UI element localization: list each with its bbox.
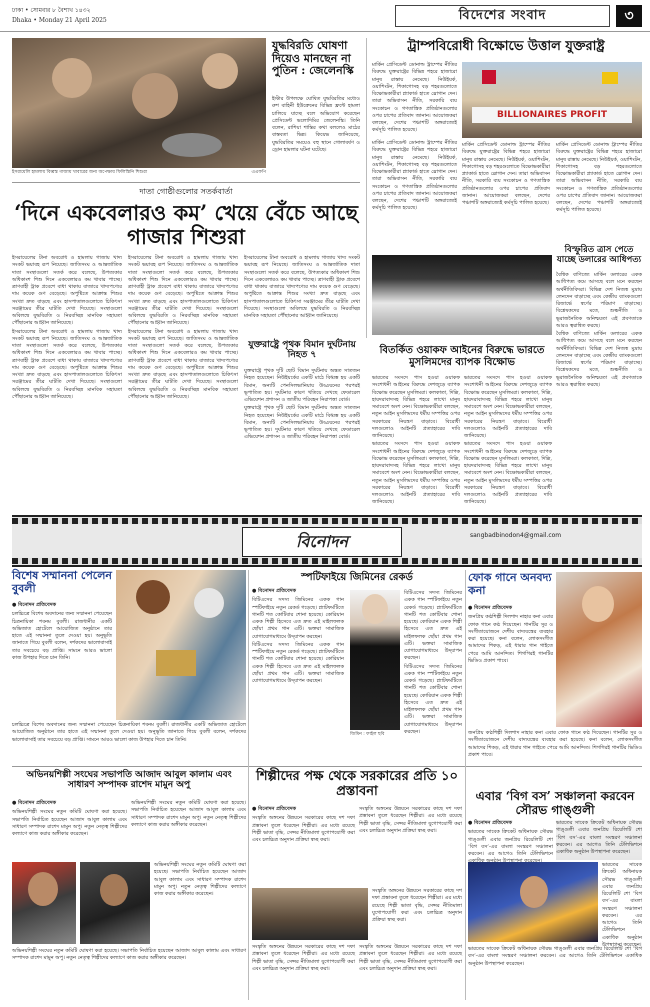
bubly-body: ● বিনোদন প্রতিবেদক চলচ্চিত্রে বিশেষ অবদানের জন্য সম্মাননা পেয়েছেন চিত্রনায়িকা শবনম বুবলী। রাজধানীর একটি অভিজাত হোটেলে আয়োজিত অনুষ্ঠানে তার হাতে এই সম্মাননা তুলে দেওয়া হয়। অনুভূতি জানাতে গিয়ে বুবলী বলেন, দর্শকদের ভালোবাসাই তার সবচেয়ে বড় প্রাপ্তি। সামনে আরও ভালো কাজ উপহার দিতে চান তিনি।: [12, 602, 112, 661]
actors-guild-body-col2: অভিনয়শিল্পী সংঘের নতুন কমিটি ঘোষণা করা হয়েছে। সভাপতি নির্বাচিত হয়েছেন আজাদ আবুল কালাম এবং সাধারণ সম্পাদক রাশেদ মামুন অপু। নতুন নেতৃত্ব শিল্পীদের কল্যাণে কাজ করার অঙ্গীকার করেছেন।: [131, 800, 246, 828]
entertainment-banner: [12, 515, 642, 567]
entertainment-title: বিনোদন: [242, 527, 402, 557]
jimin-body-col1: ● বিনোদন প্রতিবেদক বিটিএসের সদস্য জিমিনের একক গান স্পটিফাইয়ে নতুন রেকর্ড গড়েছে। প্ল্যাটফর্মটিতে গানটি শত কোটিবার শোনা হয়েছে। কোরিয়ান একক শিল্পী হিসেবে এত দ্রুত এই মাইলফলক ছোঁয়া প্রথম গান এটি। ভক্তরা সামাজিক যোগাযোগমাধ্যমে উদ্‌যাপন করছেন। বিটিএসের সদস্য জিমিনের একক গান স্পটিফাইয়ে নতুন রেকর্ড গড়েছে। প্ল্যাটফর্মটিতে গানটি শত কোটিবার শোনা হয়েছে। কোরিয়ান একক শিল্পী হিসেবে এত দ্রুত এই মাইলফলক ছোঁয়া প্রথম গান এটি। ভক্তরা সামাজিক যোগাযোগমাধ্যমে উদ্‌যাপন করছেন।: [252, 588, 344, 684]
bubly-award-photo: [116, 570, 246, 720]
waqf-rally-photo: [372, 255, 552, 335]
azad-abul-kalam-photo: [12, 862, 76, 944]
ganguly-body-col2: ভারতের সাবেক ক্রিকেট অধিনায়ক সৌরভ গাঙ্গুলী এবার জনপ্রিয় রিয়েলিটি শো ‘বিগ বস’-এর বাংলা সংস্করণ সঞ্চালনা করবেন। এর আগেও তিনি টেলিভিশনে একাধিক অনুষ্ঠান উপস্থাপনা করেছেন।: [556, 820, 642, 855]
section-title: বিদেশের সংবাদ: [458, 7, 547, 23]
dateline: [12, 6, 107, 25]
bubly-body-cont: চলচ্চিত্রে বিশেষ অবদানের জন্য সম্মাননা পেয়েছেন চিত্রনায়িকা শবনম বুবলী। রাজধানীর একটি অভিজাত হোটেলে আয়োজিত অনুষ্ঠানে তার হাতে এই সম্মাননা তুলে দেওয়া হয়। অনুভূতি জানাতে গিয়ে বুবলী বলেন, দর্শকদের ভালোবাসাই তার সবচেয়ে বড় প্রাপ্তি। সামনে আরও ভালো কাজ উপহার দিতে চান তিনি।: [12, 722, 246, 743]
plane-crash-body: যুক্তরাষ্ট্রে পৃথক দুটি ছোট বিমান দুর্ঘটনায় অন্তত সাতজন নিহত হয়েছেন। নিউইয়র্কের একটি মাঠে বিধ্বস্ত হয় একটি বিমান, অন্যটি পেনসিলভানিয়ায় উড্ডয়নের পরপরই ভূপাতিত হয়। দুর্ঘটনার কারণ খতিয়ে দেখছে ফেডারেল এভিয়েশন প্রশাসন ও জাতীয় পরিবহন নিরাপত্তা বোর্ড। যুক্তরাষ্ট্রে পৃথক দুটি ছোট বিমান দুর্ঘটনায় অন্তত সাতজন নিহত হয়েছেন। নিউইয়র্কের একটি মাঠে বিধ্বস্ত হয় একটি বিমান, অন্যটি পেনসিলভানিয়ায় উড্ডয়নের পরপরই ভূপাতিত হয়। দুর্ঘটনার কারণ খতিয়ে দেখছে ফেডারেল এভিয়েশন প্রশাসন ও জাতীয় পরিবহন নিরাপত্তা বোর্ড।: [244, 368, 360, 441]
sourav-ganguly-photo: [468, 862, 598, 942]
ganguly-body-col3: ভারতের সাবেক ক্রিকেট অধিনায়ক সৌরভ গাঙ্গুলী এবার জনপ্রিয় রিয়েলিটি শো ‘বিগ বস’-এর বাংলা সংস্করণ সঞ্চালনা করবেন। এর আগেও তিনি টেলিভিশনে একাধিক অনুষ্ঠান উপস্থাপনা করেছেন।: [602, 862, 642, 948]
proposals-body-col3: সংস্কৃতি অঙ্গনের উন্নয়নে সরকারের কাছে দশ দফা প্রস্তাবনা তুলে ধরেছেন শিল্পীরা। এর মধ্যে রয়েছে শিল্পী ভাতা বৃদ্ধি, সেন্সর নীতিমালা যুগোপযোগী করা এবং চলচ্চিত্র অনুদান প্রক্রিয়া স্বচ্ছ করা।: [372, 888, 462, 923]
ganguly-body-cont: ভারতের সাবেক ক্রিকেট অধিনায়ক সৌরভ গাঙ্গুলী এবার জনপ্রিয় রিয়েলিটি শো ‘বিগ বস’-এর বাংলা সংস্করণ সঞ্চালনা করবেন। এর আগেও তিনি টেলিভিশনে একাধিক অনুষ্ঠান উপস্থাপনা করেছেন।: [468, 946, 642, 967]
gaza-headline: ‘দিনে একবেলারও কম’ খেয়ে বেঁচে আছে গাজার শিশুরা: [14, 200, 358, 250]
proposals-body-col1: ● বিনোদন প্রতিবেদক সংস্কৃতি অঙ্গনের উন্নয়নে সরকারের কাছে দশ দফা প্রস্তাবনা তুলে ধরেছেন শিল্পীরা। এর মধ্যে রয়েছে শিল্পী ভাতা বৃদ্ধি, সেন্সর নীতিমালা যুগোপযোগী করা এবং চলচ্চিত্র অনুদান প্রক্রিয়া স্বচ্ছ করা।: [252, 806, 355, 843]
trump-protest-body-col2: মার্কিন প্রেসিডেন্ট ডোনাল্ড ট্রাম্পের নীতির বিরুদ্ধে যুক্তরাষ্ট্রের বিভিন্ন শহরে হাজারো মানুষ রাস্তায় নেমেছে। নিউইয়র্ক, ওয়াশিংটন, শিকাগোসহ বড় শহরগুলোতে বিক্ষোভকারীরা প্ল্যাকার্ড হাতে স্লোগান দেন। তারা অভিবাসন নীতি, সরকারি ব্যয় সংকোচন ও গণতান্ত্রিক প্রতিষ্ঠানগুলোর ওপর চাপের প্রতিবাদ জানান। আয়োজকরা বলছেন, দেশের পঞ্চাশটি অঙ্গরাজ্যেই কর্মসূচি পালিত হয়েছে।: [372, 140, 457, 212]
zelensky-headline: যুদ্ধবিরতি ঘোষণা দিয়েও মানছেন না পুতিন : জেলেনস্কি: [272, 39, 354, 78]
zelensky-body: ইস্টার উপলক্ষে ঘোষিত যুদ্ধবিরতির মধ্যেও রুশ বাহিনী ইউক্রেনের বিভিন্ন ফ্রন্টে হামলা চালিয়ে যাচ্ছে বলে অভিযোগ করেছেন প্রেসিডেন্ট ভলোদিমির জেলেনস্কি। তিনি বলেন, রাশিয়া শান্তির কথা বললেও মাঠের বাস্তবতা ভিন্ন। কিয়েভ জানিয়েছে, যুদ্ধবিরতির সময়েও বহু স্থানে গোলাবর্ষণ ও ড্রোন হামলার ঘটনা ঘটেছে।: [272, 96, 360, 153]
dollar-headline: বিস্ফুরিত ত্রাস পেতে যাচ্ছে ডলারের আধিপত্য: [556, 245, 642, 265]
kona-body: ● বিনোদন প্রতিবেদক জনপ্রিয় কণ্ঠশিল্পী দিলশাদ নাহার কনা এবার ফোক গানে কণ্ঠ দিয়েছেন। গানটির সুর ও সংগীতায়োজনে দেশীয় বাদ্যযন্ত্রের ব্যবহার করা হয়েছে। কনা বলেন, লোকসংগীত আমাদের শিকড়, এই ধারার গান গাইতে পেরে আমি আনন্দিত। শিগগিরই গানটির ভিডিও প্রকাশ পাবে।: [468, 605, 553, 664]
jimin-body-col2: বিটিএসের সদস্য জিমিনের একক গান স্পটিফাইয়ে নতুন রেকর্ড গড়েছে। প্ল্যাটফর্মটিতে গানটি শত কোটিবার শোনা হয়েছে। কোরিয়ান একক শিল্পী হিসেবে এত দ্রুত এই মাইলফলক ছোঁয়া প্রথম গান এটি। ভক্তরা সামাজিক যোগাযোগমাধ্যমে উদ্‌যাপন করছেন। বিটিএসের সদস্য জিমিনের একক গান স্পটিফাইয়ে নতুন রেকর্ড গড়েছে। প্ল্যাটফর্মটিতে গানটি শত কোটিবার শোনা হয়েছে। কোরিয়ান একক শিল্পী হিসেবে এত দ্রুত এই মাইলফলক ছোঁয়া প্রথম গান এটি। ভক্তরা সামাজিক যোগাযোগমাধ্যমে উদ্‌যাপন করছেন।: [404, 590, 462, 735]
ganguly-headline: এবার ‘বিগ বস’ সঞ্চালনা করবেন সৌরভ গাঙ্গুলী: [475, 789, 635, 817]
dateline-bangla: ঢাকা • সোমবার ৮ বৈশাখ ১৪৩২: [12, 7, 91, 14]
section-title-box: [395, 5, 610, 27]
waqf-body-col1: ভারতের সংসদে পাস হওয়া ওয়াকফ সংশোধনী আইনের বিরুদ্ধে দেশজুড়ে ব্যাপক বিক্ষোভ করেছেন মুসলিমরা। কলকাতা, দিল্লি, হায়দরাবাদসহ বিভিন্ন শহরে লাখো মানুষ সমাবেশে অংশ নেন। বিক্ষোভকারীরা বলছেন, নতুন আইন মুসলিমদের ধর্মীয় সম্পত্তির ওপর সরকারের নিয়ন্ত্রণ বাড়াবে। বিরোধী দলগুলোও আইনটি প্রত্যাহারের দাবি জানিয়েছে। ভারতের সংসদে পাস হওয়া ওয়াকফ সংশোধনী আইনের বিরুদ্ধে দেশজুড়ে ব্যাপক বিক্ষোভ করেছেন মুসলিমরা। কলকাতা, দিল্লি, হায়দরাবাদসহ বিভিন্ন শহরে লাখো মানুষ সমাবেশে অংশ নেন। বিক্ষোভকারীরা বলছেন, নতুন আইন মুসলিমদের ধর্মীয় সম্পত্তির ওপর সরকারের নিয়ন্ত্রণ বাড়াবে। বিরোধী দলগুলোও আইনটি প্রত্যাহারের দাবি জানিয়েছে।: [372, 375, 460, 506]
waqf-body-col2: ভারতের সংসদে পাস হওয়া ওয়াকফ সংশোধনী আইনের বিরুদ্ধে দেশজুড়ে ব্যাপক বিক্ষোভ করেছেন মুসলিমরা। কলকাতা, দিল্লি, হায়দরাবাদসহ বিভিন্ন শহরে লাখো মানুষ সমাবেশে অংশ নেন। বিক্ষোভকারীরা বলছেন, নতুন আইন মুসলিমদের ধর্মীয় সম্পত্তির ওপর সরকারের নিয়ন্ত্রণ বাড়াবে। বিরোধী দলগুলোও আইনটি প্রত্যাহারের দাবি জানিয়েছে। ভারতের সংসদে পাস হওয়া ওয়াকফ সংশোধনী আইনের বিরুদ্ধে দেশজুড়ে ব্যাপক বিক্ষোভ করেছেন মুসলিমরা। কলকাতা, দিল্লি, হায়দরাবাদসহ বিভিন্ন শহরে লাখো মানুষ সমাবেশে অংশ নেন। বিক্ষোভকারীরা বলছেন, নতুন আইন মুসলিমদের ধর্মীয় সম্পত্তির ওপর সরকারের নিয়ন্ত্রণ বাড়াবে। বিরোধী দলগুলোও আইনটি প্রত্যাহারের দাবি জানিয়েছে।: [464, 375, 552, 506]
gaza-kicker: দাতা গোষ্ঠীগুলোর সতর্কবার্তা: [139, 187, 233, 196]
actors-guild-body-col1: ● বিনোদন প্রতিবেদক অভিনয়শিল্পী সংঘের নতুন কমিটি ঘোষণা করা হয়েছে। সভাপতি নির্বাচিত হয়েছেন আজাদ আবুল কালাম এবং সাধারণ সম্পাদক রাশেদ মামুন অপু। নতুন নেতৃত্ব শিল্পীদের কল্যাণে কাজ করার অঙ্গীকার করেছেন।: [12, 800, 127, 837]
proposals-body-col2: সংস্কৃতি অঙ্গনের উন্নয়নে সরকারের কাছে দশ দফা প্রস্তাবনা তুলে ধরেছেন শিল্পীরা। এর মধ্যে রয়েছে শিল্পী ভাতা বৃদ্ধি, সেন্সর নীতিমালা যুগোপযোগী করা এবং চলচ্চিত্র অনুদান প্রক্রিয়া স্বচ্ছ করা।: [359, 806, 462, 834]
ganguly-body-col1: ● বিনোদন প্রতিবেদক ভারতের সাবেক ক্রিকেট অধিনায়ক সৌরভ গাঙ্গুলী এবার জনপ্রিয় রিয়েলিটি শো ‘বিগ বস’-এর বাংলা সংস্করণ সঞ্চালনা করবেন। এর আগেও তিনি টেলিভিশনে: [468, 820, 553, 857]
proposals-body-col5: সংস্কৃতি অঙ্গনের উন্নয়নে সরকারের কাছে দশ দফা প্রস্তাবনা তুলে ধরেছেন শিল্পীরা। এর মধ্যে রয়েছে শিল্পী ভাতা বৃদ্ধি, সেন্সর নীতিমালা যুগোপযোগী করা এবং চলচ্চিত্র অনুদান প্রক্রিয়া স্বচ্ছ করা।: [359, 944, 462, 972]
dollar-body: বৈশ্বিক বাণিজ্যে মার্কিন ডলারের একক আধিপত্য কমে আসছে বলে মনে করছেন অর্থনীতিবিদরা। বিভিন্ন দেশ নিজস্ব মুদ্রায় লেনদেন বাড়াচ্ছে এবং কেন্দ্রীয় ব্যাংকগুলো রিজার্ভে স্বর্ণের পরিমাণ বাড়াচ্ছে। বিশ্লেষকদের মতে, শুল্কনীতি ও ভূরাজনৈতিক অনিশ্চয়তা এই প্রবণতাকে আরও ত্বরান্বিত করছে। বৈশ্বিক বাণিজ্যে মার্কিন ডলারের একক আধিপত্য কমে আসছে বলে মনে করছেন অর্থনীতিবিদরা। বিভিন্ন দেশ নিজস্ব মুদ্রায় লেনদেন বাড়াচ্ছে এবং কেন্দ্রীয় ব্যাংকগুলো রিজার্ভে স্বর্ণের পরিমাণ বাড়াচ্ছে। বিশ্লেষকদের মতে, শুল্কনীতি ও ভূরাজনৈতিক অনিশ্চয়তা এই প্রবণতাকে আরও ত্বরান্বিত করছে।: [556, 272, 642, 388]
trump-protest-photo: BILLIONAIRES PROFIT: [462, 62, 642, 138]
gaza-body-col2: ইসরায়েলের টানা অবরোধ ও হামলায় গাজায় খাদ্য সংকট ভয়াবহ রূপ নিয়েছে। জাতিসংঘ ও আন্তর্জাতিক দাতা সংস্থাগুলো সতর্ক করে বলেছে, উপত্যকার অধিকাংশ শিশু দিনে একবেলারও কম খাবার পাচ্ছে। ত্রাণবাহী ট্রাক প্রবেশে বাধা থাকায় বাজারে খাদ্যপণ্যের দাম কয়েক গুণ বেড়েছে। অপুষ্টিতে আক্রান্ত শিশুর সংখ্যা দ্রুত বাড়ছে এবং হাসপাতালগুলোতে চিকিৎসা সরঞ্জামের তীব্র ঘাটতি দেখা দিয়েছে। সংস্থাগুলো অবিলম্বে যুদ্ধবিরতি ও নিরবচ্ছিন্ন মানবিক সহায়তা পৌঁছানোর আহ্বান জানিয়েছে। ইসরায়েলের টানা অবরোধ ও হামলায় গাজায় খাদ্য সংকট ভয়াবহ রূপ নিয়েছে। জাতিসংঘ ও আন্তর্জাতিক দাতা সংস্থাগুলো সতর্ক করে বলেছে, উপত্যকার অধিকাংশ শিশু দিনে একবেলারও কম খাবার পাচ্ছে। ত্রাণবাহী ট্রাক প্রবেশে বাধা থাকায় বাজারে খাদ্যপণ্যের দাম কয়েক গুণ বেড়েছে। অপুষ্টিতে আক্রান্ত শিশুর সংখ্যা দ্রুত বাড়ছে এবং হাসপাতালগুলোতে চিকিৎসা সরঞ্জামের তীব্র ঘাটতি দেখা দিয়েছে। সংস্থাগুলো অবিলম্বে যুদ্ধবিরতি ও নিরবচ্ছিন্ন মানবিক সহায়তা পৌঁছানোর আহ্বান জানিয়েছে।: [128, 255, 238, 400]
kona-headline: ফোক গানে অনবদ্য কনা: [468, 571, 552, 597]
artists-meeting-photo: [252, 888, 368, 940]
proposals-body-col4: সংস্কৃতি অঙ্গনের উন্নয়নে সরকারের কাছে দশ দফা প্রস্তাবনা তুলে ধরেছেন শিল্পীরা। এর মধ্যে রয়েছে শিল্পী ভাতা বৃদ্ধি, সেন্সর নীতিমালা যুগোপযোগী করা এবং চলচ্চিত্র অনুদান প্রক্রিয়া স্বচ্ছ করা।: [252, 944, 355, 972]
rashed-mamun-apu-photo: [80, 862, 150, 944]
jimin-headline: স্পটিফাইয়ে জিমিনের রেকর্ড: [301, 572, 413, 583]
gaza-body-col1: ইসরায়েলের টানা অবরোধ ও হামলায় গাজায় খাদ্য সংকট ভয়াবহ রূপ নিয়েছে। জাতিসংঘ ও আন্তর্জাতিক দাতা সংস্থাগুলো সতর্ক করে বলেছে, উপত্যকার অধিকাংশ শিশু দিনে একবেলারও কম খাবার পাচ্ছে। ত্রাণবাহী ট্রাক প্রবেশে বাধা থাকায় বাজারে খাদ্যপণ্যের দাম কয়েক গুণ বেড়েছে। অপুষ্টিতে আক্রান্ত শিশুর সংখ্যা দ্রুত বাড়ছে এবং হাসপাতালগুলোতে চিকিৎসা সরঞ্জামের তীব্র ঘাটতি দেখা দিয়েছে। সংস্থাগুলো অবিলম্বে যুদ্ধবিরতি ও নিরবচ্ছিন্ন মানবিক সহায়তা পৌঁছানোর আহ্বান জানিয়েছে। ইসরায়েলের টানা অবরোধ ও হামলায় গাজায় খাদ্য সংকট ভয়াবহ রূপ নিয়েছে। জাতিসংঘ ও আন্তর্জাতিক দাতা সংস্থাগুলো সতর্ক করে বলেছে, উপত্যকার অধিকাংশ শিশু দিনে একবেলারও কম খাবার পাচ্ছে। ত্রাণবাহী ট্রাক প্রবেশে বাধা থাকায় বাজারে খাদ্যপণ্যের দাম কয়েক গুণ বেড়েছে। অপুষ্টিতে আক্রান্ত শিশুর সংখ্যা দ্রুত বাড়ছে এবং হাসপাতালগুলোতে চিকিৎসা সরঞ্জামের তীব্র ঘাটতি দেখা দিয়েছে। সংস্থাগুলো অবিলম্বে যুদ্ধবিরতি ও নিরবচ্ছিন্ন মানবিক সহায়তা পৌঁছানোর আহ্বান জানিয়েছে।: [12, 255, 122, 400]
plane-crash-headline: যুক্তরাষ্ট্রে পৃথক বিমান দুর্ঘটনায় নিহত ৭: [248, 340, 356, 361]
photo-caption: ইসরায়েলি হামলায় বিধ্বস্ত গাজায় খাবারের জন্য অপেক্ষায় ফিলিস্তিনি শিশুরা: [12, 170, 148, 175]
jimin-caption: জিমিন : ফাইল ছবি: [350, 732, 385, 737]
page-header: [0, 0, 650, 32]
trump-protest-body-col3: মার্কিন প্রেসিডেন্ট ডোনাল্ড ট্রাম্পের নীতির বিরুদ্ধে যুক্তরাষ্ট্রের বিভিন্ন শহরে হাজারো মানুষ রাস্তায় নেমেছে। নিউইয়র্ক, ওয়াশিংটন, শিকাগোসহ বড় শহরগুলোতে বিক্ষোভকারীরা প্ল্যাকার্ড হাতে স্লোগান দেন। তারা অভিবাসন নীতি, সরকারি ব্যয় সংকোচন ও গণতান্ত্রিক প্রতিষ্ঠানগুলোর ওপর চাপের প্রতিবাদ জানান। আয়োজকরা বলছেন, দেশের পঞ্চাশটি অঙ্গরাজ্যেই কর্মসূচি পালিত হয়েছে।: [462, 142, 550, 206]
dateline-english: Dhaka • Monday 21 April 2025: [12, 16, 107, 24]
actors-guild-body-col3: অভিনয়শিল্পী সংঘের নতুন কমিটি ঘোষণা করা হয়েছে। সভাপতি নির্বাচিত হয়েছেন আজাদ আবুল কালাম এবং সাধারণ সম্পাদক রাশেদ মামুন অপু। নতুন নেতৃত্ব শিল্পীদের কল্যাণে কাজ করার অঙ্গীকার করেছেন।: [154, 862, 246, 897]
photo-credit: এএফপি: [251, 170, 266, 175]
jimin-photo: [350, 590, 400, 730]
entertainment-email: sangbadbinodon4@gmail.com: [470, 532, 562, 539]
page-number: ৩: [616, 5, 642, 27]
kona-photo: [556, 572, 642, 727]
waqf-headline: বিতর্কিত ওয়াকফ আইনের বিরুদ্ধে ভারতে মুসলিমদের ব্যাপক বিক্ষোভ: [379, 345, 545, 368]
actors-guild-body-cont: অভিনয়শিল্পী সংঘের নতুন কমিটি ঘোষণা করা হয়েছে। সভাপতি নির্বাচিত হয়েছেন আজাদ আবুল কালাম এবং সাধারণ সম্পাদক রাশেদ মামুন অপু। নতুন নেতৃত্ব শিল্পীদের কল্যাণে কাজ করার অঙ্গীকার করেছেন।: [12, 948, 246, 962]
actors-guild-headline: অভিনয়শিল্পী সংঘের সভাপতি আজাদ আবুল কালাম এবং সাধারণ সম্পাদক রাশেদ মামুন অপু: [26, 770, 232, 791]
trump-protest-headline: ট্রাম্পবিরোধী বিক্ষোভে উত্তাল যুক্তরাষ্ট্র: [407, 39, 605, 54]
gaza-body-col3: ইসরায়েলের টানা অবরোধ ও হামলায় গাজায় খাদ্য সংকট ভয়াবহ রূপ নিয়েছে। জাতিসংঘ ও আন্তর্জাতিক দাতা সংস্থাগুলো সতর্ক করে বলেছে, উপত্যকার অধিকাংশ শিশু দিনে একবেলারও কম খাবার পাচ্ছে। ত্রাণবাহী ট্রাক প্রবেশে বাধা থাকায় বাজারে খাদ্যপণ্যের দাম কয়েক গুণ বেড়েছে। অপুষ্টিতে আক্রান্ত শিশুর সংখ্যা দ্রুত বাড়ছে এবং হাসপাতালগুলোতে চিকিৎসা সরঞ্জামের তীব্র ঘাটতি দেখা দিয়েছে। সংস্থাগুলো অবিলম্বে যুদ্ধবিরতি ও নিরবচ্ছিন্ন মানবিক সহায়তা পৌঁছানোর আহ্বান জানিয়েছে।: [244, 255, 360, 319]
trump-protest-body-col4: মার্কিন প্রেসিডেন্ট ডোনাল্ড ট্রাম্পের নীতির বিরুদ্ধে যুক্তরাষ্ট্রের বিভিন্ন শহরে হাজারো মানুষ রাস্তায় নেমেছে। নিউইয়র্ক, ওয়াশিংটন, শিকাগোসহ বড় শহরগুলোতে বিক্ষোভকারীরা প্ল্যাকার্ড হাতে স্লোগান দেন। তারা অভিবাসন নীতি, সরকারি ব্যয় সংকোচন ও গণতান্ত্রিক প্রতিষ্ঠানগুলোর ওপর চাপের প্রতিবাদ জানান। আয়োজকরা বলছেন, দেশের পঞ্চাশটি অঙ্গরাজ্যেই কর্মসূচি পালিত হয়েছে।: [556, 142, 642, 214]
trump-protest-body-col: মার্কিন প্রেসিডেন্ট ডোনাল্ড ট্রাম্পের নীতির বিরুদ্ধে যুক্তরাষ্ট্রের বিভিন্ন শহরে হাজারো মানুষ রাস্তায় নেমেছে। নিউইয়র্ক, ওয়াশিংটন, শিকাগোসহ বড় শহরগুলোতে বিক্ষোভকারীরা প্ল্যাকার্ড হাতে স্লোগান দেন। তারা অভিবাসন নীতি, সরকারি ব্যয় সংকোচন ও গণতান্ত্রিক প্রতিষ্ঠানগুলোর ওপর চাপের প্রতিবাদ জানান। আয়োজকরা বলছেন, দেশের পঞ্চাশটি অঙ্গরাজ্যেই কর্মসূচি পালিত হয়েছে।: [372, 62, 457, 134]
bubly-headline: বিশেষ সম্মাননা পেলেন বুবলী: [12, 569, 112, 595]
gaza-children-photo: [12, 38, 266, 168]
proposals-headline: শিল্পীদের পক্ষ থেকে সরকারের প্রতি ১০ প্রস্তাবনা: [256, 769, 458, 799]
kona-body-cont: জনপ্রিয় কণ্ঠশিল্পী দিলশাদ নাহার কনা এবার ফোক গানে কণ্ঠ দিয়েছেন। গানটির সুর ও সংগীতায়োজনে দেশীয় বাদ্যযন্ত্রের ব্যবহার করা হয়েছে। কনা বলেন, লোকসংগীত আমাদের শিকড়, এই ধারার গান গাইতে পেরে আমি আনন্দিত। শিগগিরই গানটির ভিডিও প্রকাশ পাবে।: [468, 730, 642, 758]
